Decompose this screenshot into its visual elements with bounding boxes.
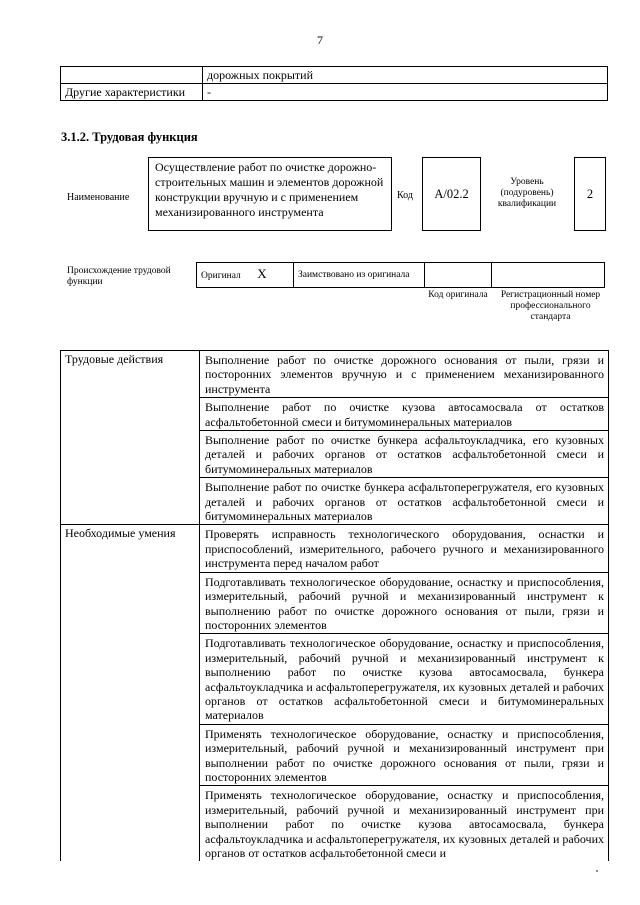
labor-function-table bbox=[60, 350, 609, 861]
function-name-box: Осуществление работ по очистке дорожно-строительных машин и элементов дорожной конструкции вручную и с применением механизированного инструмента bbox=[148, 157, 392, 231]
table-row: Выполнение работ по очистке дорожного основания от пыли, грязи и посторонних элементов вручную и с применением механизированного инструмента bbox=[200, 351, 609, 398]
table-row: Выполнение работ по очистке кузова автосамосвала от остатков асфальтобетонной смеси и битумоминеральных материалов bbox=[200, 398, 609, 431]
original-label: Оригинал bbox=[201, 271, 241, 281]
reg-number-cell bbox=[492, 263, 605, 288]
table-row: Применять технологическое оборудование, оснастку и приспособления, измерительный, рабочий ручной и механизированный инструмент при выполнении работ по очистке дорожного основания от пыли, грязи и посторонних элементов bbox=[200, 724, 609, 786]
section-title: 3.1.2. Трудовая функция bbox=[61, 130, 198, 144]
table-cell-empty bbox=[61, 67, 203, 84]
original-cell bbox=[197, 263, 294, 288]
code-label: Код bbox=[397, 190, 413, 201]
code-original-label: Код оригинала bbox=[428, 290, 488, 300]
borrowed-cell: Заимствовано из оригинала bbox=[294, 263, 425, 288]
name-label: Наименование bbox=[67, 192, 130, 203]
code-original-cell bbox=[425, 263, 492, 288]
level-value-box: 2 bbox=[574, 157, 606, 231]
labor-actions-label: Трудовые действия bbox=[61, 351, 200, 525]
skills-label: Необходимые умения bbox=[61, 525, 200, 861]
reg-number-label: Регистрационный номер профессионального стандарта bbox=[500, 290, 601, 322]
table-row: Подготавливать технологическое оборудование, оснастку и приспособления, измерительный, рабочий ручной и механизированный инструмент к выполнению работ по очистке дорожного основания от пыли, грязи и посторонних элементов bbox=[200, 572, 609, 634]
table-row: Применять технологическое оборудование, оснастку и приспособления, измерительный, рабочий ручной и механизированный инструмент при выполнении работ по очистке кузова автосамосвала, бункера асфальтоукладчика и асфальтоперегружателя, их кузовных деталей и рабочих органов от остатков асфальтобетонной смеси и bbox=[200, 786, 609, 862]
table-row: Выполнение работ по очистке бункера асфальтоукладчика, его кузовных деталей и рабочих органов от остатков асфальтобетонной смеси и битумоминеральных материалов bbox=[200, 431, 609, 478]
table-row: Проверять исправность технологического оборудования, оснастки и приспособлений, измерительного, рабочего ручного и механизированного инструмента перед началом работ bbox=[200, 525, 609, 572]
table-row: Выполнение работ по очистке бункера асфальтоперегружателя, его кузовных деталей и рабочих органов от остатков асфальтобетонной смеси и битумоминеральных материалов bbox=[200, 478, 609, 525]
page-number: 7 bbox=[317, 33, 323, 47]
original-mark: X bbox=[257, 266, 267, 281]
level-label: Уровень (подуровень) квалификации bbox=[497, 177, 557, 209]
origin-label: Происхождение трудовой функции bbox=[67, 266, 171, 287]
table-row: Подготавливать технологическое оборудование, оснастку и приспособления, измерительный, рабочий ручной и механизированный инструмент к выполнению работ по очистке кузова автосамосвала, бункера асфальтоукладчика и асфальтоперегружателя, их кузовных деталей и рабочих органов от остатков асфальтобетонной смеси и битумоминеральных материалов bbox=[200, 634, 609, 724]
characteristics-table bbox=[60, 66, 608, 101]
table-cell-value: дорожных покрытий bbox=[203, 67, 608, 84]
scan-dot bbox=[596, 870, 598, 872]
other-characteristics-value: - bbox=[203, 84, 608, 101]
other-characteristics-label: Другие характеристики bbox=[61, 84, 203, 101]
function-code-box: A/02.2 bbox=[422, 157, 481, 231]
origin-row bbox=[196, 262, 605, 288]
